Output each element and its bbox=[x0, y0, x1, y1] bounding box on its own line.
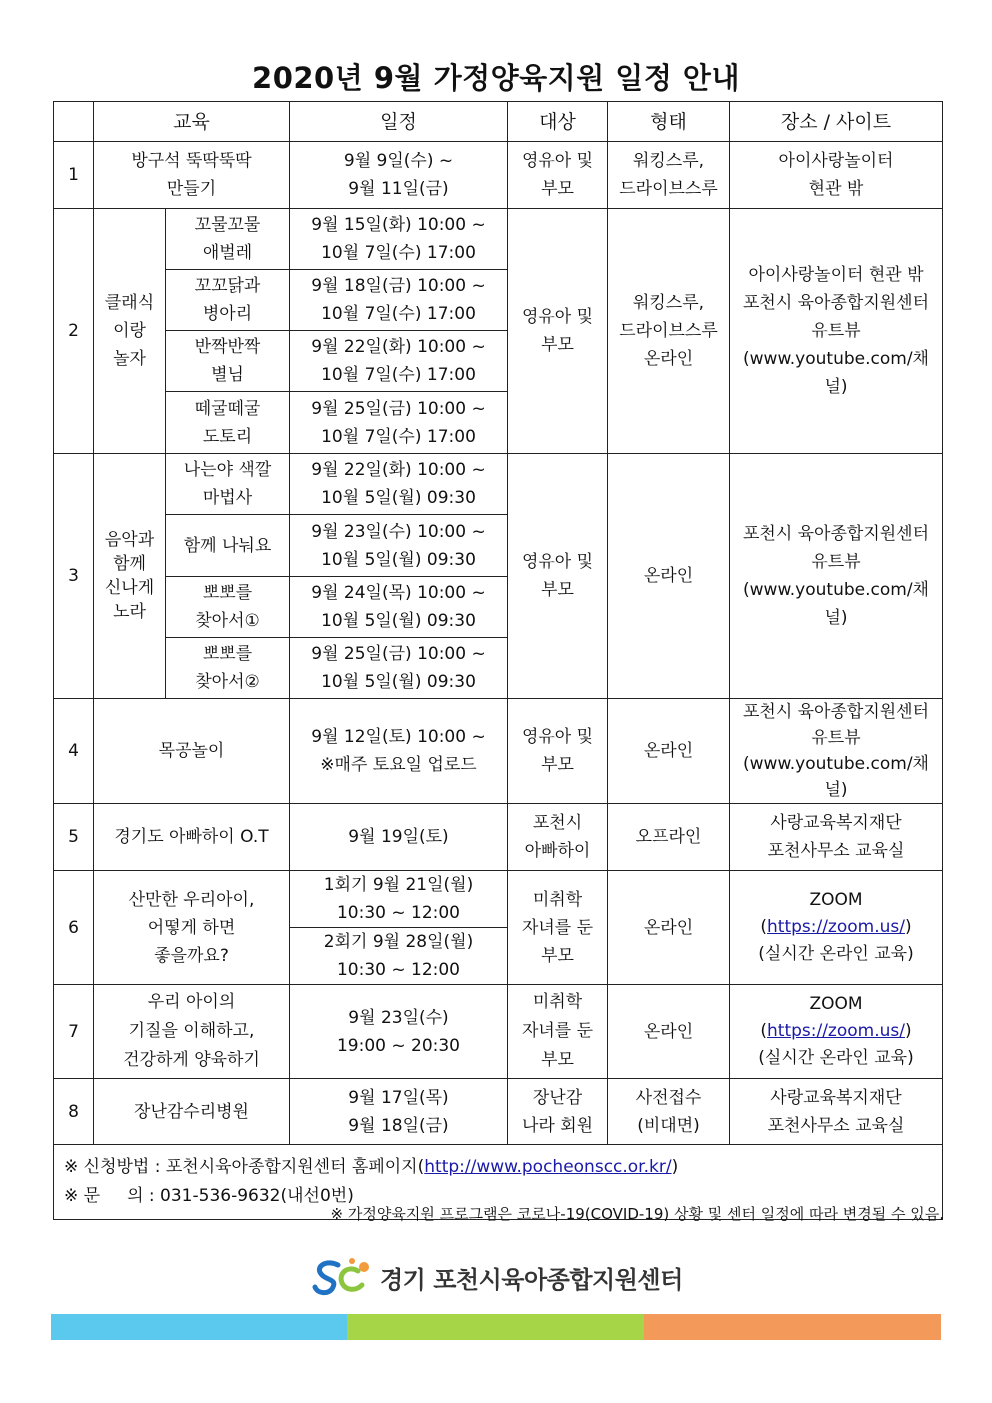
sub-program-cell: 나는야 색깔 마법사 bbox=[166, 454, 290, 515]
center-logo bbox=[312, 1257, 683, 1297]
target-cell: 영유아 및 부모 bbox=[508, 209, 608, 454]
target-cell: 영유아 및 부모 bbox=[508, 699, 608, 804]
row-number: 6 bbox=[54, 871, 94, 985]
table-row bbox=[54, 142, 943, 209]
row-number: 1 bbox=[54, 142, 94, 209]
table-row bbox=[54, 1079, 943, 1145]
format-cell: 온라인 bbox=[608, 454, 730, 699]
sub-program-cell: 함께 나눠요 bbox=[166, 515, 290, 577]
color-bar-blue bbox=[51, 1314, 347, 1340]
zoom-link[interactable]: https://zoom.us/ bbox=[767, 1021, 905, 1041]
target-cell: 미취학 자녀를 둔 부모 bbox=[508, 871, 608, 985]
target-cell: 장난감 나라 회원 bbox=[508, 1079, 608, 1145]
schedule-cell: 9월 9일(수) ~ 9월 11일(금) bbox=[290, 142, 508, 209]
target-cell: 포천시 아빠하이 bbox=[508, 804, 608, 871]
format-cell: 워킹스루, 드라이브스루 온라인 bbox=[608, 209, 730, 454]
schedule-cell: 9월 18일(금) 10:00 ~ 10월 7일(수) 17:00 bbox=[290, 270, 508, 331]
row-number: 5 bbox=[54, 804, 94, 871]
table-row bbox=[54, 871, 943, 928]
table-row bbox=[54, 209, 943, 270]
row-number: 3 bbox=[54, 454, 94, 699]
schedule-cell: 9월 15일(화) 10:00 ~ 10월 7일(수) 17:00 bbox=[290, 209, 508, 270]
education-cell: 경기도 아빠하이 O.T bbox=[94, 804, 290, 871]
schedule-cell: 9월 25일(금) 10:00 ~ 10월 7일(수) 17:00 bbox=[290, 392, 508, 454]
format-cell: 사전접수 (비대면) bbox=[608, 1079, 730, 1145]
header-no bbox=[54, 102, 94, 142]
sub-program-cell: 뽀뽀를 찾아서① bbox=[166, 577, 290, 638]
contact-info: ※ 문 의 : 031-536-9632(내선0번) bbox=[64, 1186, 354, 1206]
header-format: 형태 bbox=[608, 102, 730, 142]
format-cell: 워킹스루, 드라이브스루 bbox=[608, 142, 730, 209]
target-cell: 영유아 및 부모 bbox=[508, 142, 608, 209]
place-cell: 사랑교육복지재단 포천사무소 교육실 bbox=[730, 804, 943, 871]
schedule-cell: 9월 19일(토) bbox=[290, 804, 508, 871]
header-place: 장소 / 사이트 bbox=[730, 102, 943, 142]
place-cell: ZOOM (https://zoom.us/) (실시간 온라인 교육) bbox=[730, 871, 943, 985]
change-notice: ※ 가정양육지원 프로그램은 코로나-19(COVID-19) 상황 및 센터 일정에 따라 변경될 수 있음. bbox=[330, 1205, 944, 1223]
place-cell: 사랑교육복지재단 포천사무소 교육실 bbox=[730, 1079, 943, 1145]
color-bar-green bbox=[347, 1314, 644, 1340]
row-number: 7 bbox=[54, 985, 94, 1079]
category-cell: 클래식 이랑 놀자 bbox=[94, 209, 166, 454]
education-cell: 산만한 우리아이, 어떻게 하면 좋을까요? bbox=[94, 871, 290, 985]
schedule-cell: 1회기 9월 21일(월) 10:30 ~ 12:00 bbox=[290, 871, 508, 928]
place-cell: ZOOM (https://zoom.us/) (실시간 온라인 교육) bbox=[730, 985, 943, 1079]
center-name: 경기 포천시육아종합지원센터 bbox=[380, 1265, 683, 1294]
schedule-cell: 9월 24일(목) 10:00 ~ 10월 5일(월) 09:30 bbox=[290, 577, 508, 638]
place-cell: 아이사랑놀이터 현관 밖 bbox=[730, 142, 943, 209]
row-number: 2 bbox=[54, 209, 94, 454]
center-homepage-link[interactable]: http://www.pocheonscc.or.kr/ bbox=[424, 1157, 672, 1177]
schedule-cell: 9월 23일(수) 19:00 ~ 20:30 bbox=[290, 985, 508, 1079]
header-row bbox=[54, 102, 943, 142]
target-cell: 미취학 자녀를 둔 부모 bbox=[508, 985, 608, 1079]
format-cell: 온라인 bbox=[608, 699, 730, 804]
center-logo-icon bbox=[312, 1257, 374, 1297]
format-cell: 온라인 bbox=[608, 871, 730, 985]
sub-program-cell: 반짝반짝 별님 bbox=[166, 331, 290, 392]
schedule-cell: 9월 17일(목) 9월 18일(금) bbox=[290, 1079, 508, 1145]
education-cell: 우리 아이의 기질을 이해하고, 건강하게 양육하기 bbox=[94, 985, 290, 1079]
header-education: 교육 bbox=[94, 102, 290, 142]
schedule-cell: 9월 23일(수) 10:00 ~ 10월 5일(월) 09:30 bbox=[290, 515, 508, 577]
page-title: 2020년 9월 가정양육지원 일정 안내 bbox=[252, 61, 740, 95]
schedule-cell: 9월 25일(금) 10:00 ~ 10월 5일(월) 09:30 bbox=[290, 638, 508, 699]
format-cell: 오프라인 bbox=[608, 804, 730, 871]
table-row bbox=[54, 699, 943, 804]
header-target: 대상 bbox=[508, 102, 608, 142]
place-cell: 아이사랑놀이터 현관 밖 포천시 육아종합지원센터 유트뷰 (www.youtube.com/채널) bbox=[730, 209, 943, 454]
color-bar-orange bbox=[644, 1314, 941, 1340]
schedule-cell: 9월 22일(화) 10:00 ~ 10월 7일(수) 17:00 bbox=[290, 331, 508, 392]
table-row bbox=[54, 454, 943, 515]
row-number: 8 bbox=[54, 1079, 94, 1145]
sub-program-cell: 꼬꼬닭과 병아리 bbox=[166, 270, 290, 331]
table-row bbox=[54, 985, 943, 1079]
sub-program-cell: 뽀뽀를 찾아서② bbox=[166, 638, 290, 699]
table-row bbox=[54, 804, 943, 871]
category-cell: 음악과 함께 신나게 노라 bbox=[94, 454, 166, 699]
application-info: ※ 신청방법 : 포천시육아종합지원센터 홈페이지(http://www.pocheonscc.or.kr/) ※ 문 의 : 031-536-9632(내선0번) bbox=[54, 1145, 943, 1220]
sub-program-cell: 꼬물꼬물 애벌레 bbox=[166, 209, 290, 270]
education-cell: 방구석 뚝딱뚝딱 만들기 bbox=[94, 142, 290, 209]
row-number: 4 bbox=[54, 699, 94, 804]
schedule-cell: 9월 12일(토) 10:00 ~ ※매주 토요일 업로드 bbox=[290, 699, 508, 804]
place-cell: 포천시 육아종합지원센터 유트뷰 (www.youtube.com/채널) bbox=[730, 454, 943, 699]
education-cell: 장난감수리병원 bbox=[94, 1079, 290, 1145]
schedule-cell: 9월 22일(화) 10:00 ~ 10월 5일(월) 09:30 bbox=[290, 454, 508, 515]
zoom-link[interactable]: https://zoom.us/ bbox=[767, 917, 905, 937]
target-cell: 영유아 및 부모 bbox=[508, 454, 608, 699]
sub-program-cell: 떼굴떼굴 도토리 bbox=[166, 392, 290, 454]
schedule-cell: 2회기 9월 28일(월) 10:30 ~ 12:00 bbox=[290, 928, 508, 985]
place-cell: 포천시 육아종합지원센터 유트뷰 (www.youtube.com/채널) bbox=[730, 699, 943, 804]
schedule-table bbox=[53, 101, 943, 1220]
format-cell: 온라인 bbox=[608, 985, 730, 1079]
education-cell: 목공놀이 bbox=[94, 699, 290, 804]
header-schedule: 일정 bbox=[290, 102, 508, 142]
